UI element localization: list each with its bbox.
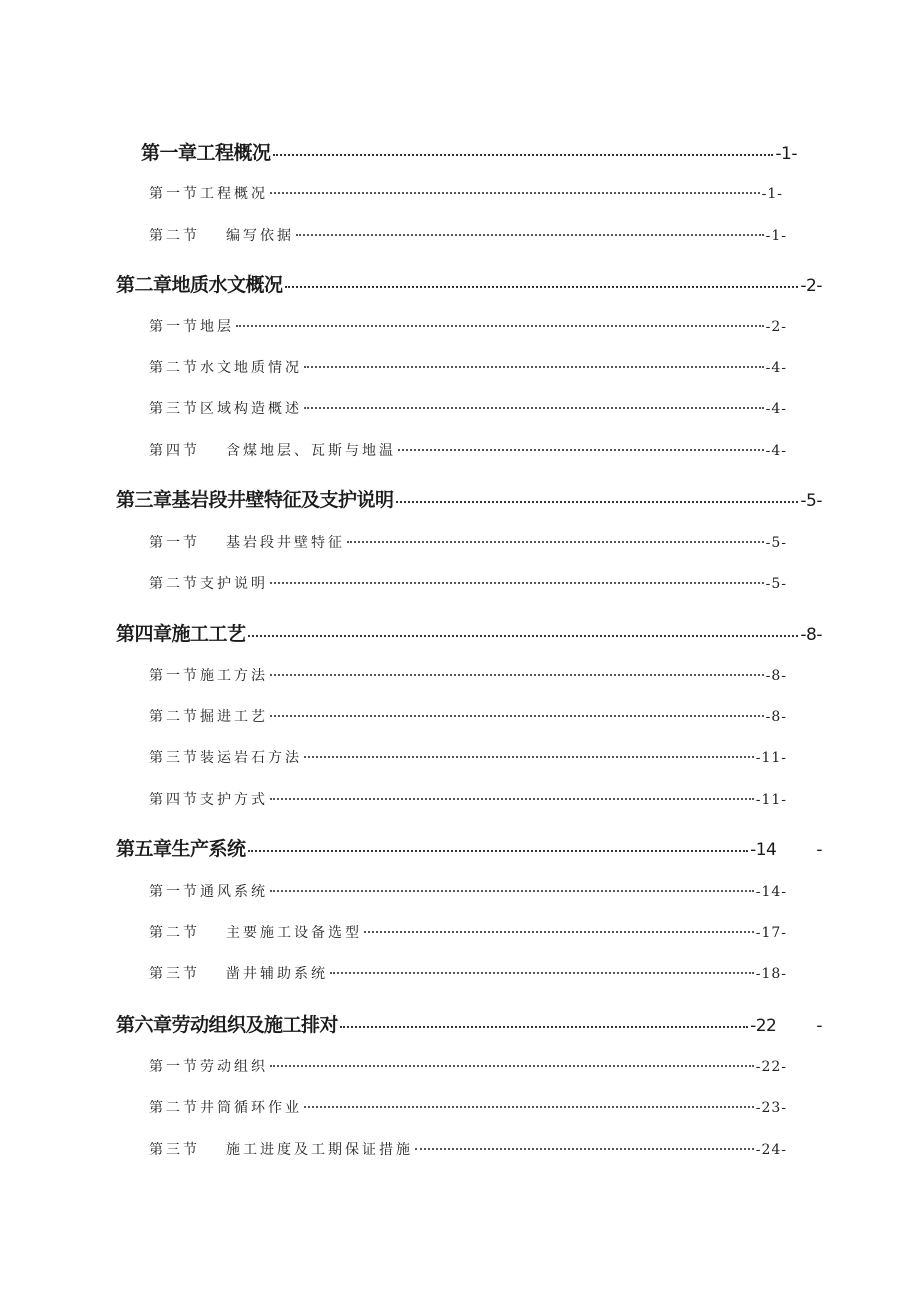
toc-section-prefix: 第一节 [149, 186, 200, 202]
toc-section-prefix: 第一节 [149, 535, 200, 551]
toc-chapter-3[interactable] [116, 485, 822, 512]
toc-leader [270, 191, 760, 194]
toc-section-prefix: 第二节 [149, 709, 200, 725]
toc-section-prefix: 第三节 [149, 401, 200, 417]
toc-section-prefix: 第一节 [149, 1059, 200, 1075]
toc-page-number: -5- [765, 576, 787, 592]
toc-entry-title: 掘进工艺 [200, 709, 268, 725]
toc-leader [304, 1105, 754, 1108]
toc-leader [330, 971, 754, 974]
toc-section-4-3[interactable] [149, 747, 787, 767]
toc-leader [398, 448, 764, 451]
toc-page-number: -5- [800, 491, 822, 511]
toc-page-number: -24- [755, 1142, 787, 1158]
toc-leader [396, 500, 799, 503]
toc-page-number: -8- [765, 668, 787, 684]
toc-leader [270, 797, 754, 800]
toc-page-number: -11- [755, 750, 787, 766]
toc-entry-title: 含煤地层、瓦斯与地温 [226, 443, 396, 459]
toc-entry-title: 水文地质情况 [200, 360, 302, 376]
toc-section-3-1[interactable] [149, 532, 787, 552]
toc-page-number: -4- [765, 443, 787, 459]
toc-page-number: -23- [755, 1100, 787, 1116]
toc-entry-title: 井筒循环作业 [200, 1100, 302, 1116]
toc-page-number: -2- [800, 276, 822, 296]
toc-leader [304, 755, 754, 758]
toc-chapter-1[interactable] [141, 138, 797, 165]
toc-leader [270, 889, 754, 892]
toc-leader [296, 233, 764, 236]
toc-entry-title: 支护说明 [200, 576, 268, 592]
toc-section-prefix: 第二节 [149, 925, 200, 941]
toc-entry-title: 第一章工程概况 [141, 142, 271, 164]
toc-section-1-1[interactable] [149, 183, 783, 203]
toc-section-prefix: 第二节 [149, 228, 200, 244]
toc-leader [248, 634, 799, 637]
toc-page-number: -1- [761, 186, 783, 202]
toc-entry-title: 区域构造概述 [200, 401, 302, 417]
toc-section-2-2[interactable] [149, 357, 787, 377]
toc-page-number: -8- [765, 709, 787, 725]
toc-section-2-1[interactable] [149, 316, 787, 336]
toc-section-prefix: 第二节 [149, 360, 200, 376]
toc-page-number: -8- [800, 625, 822, 645]
toc-chapter-4[interactable] [116, 619, 822, 646]
toc-section-prefix: 第二节 [149, 1100, 200, 1116]
toc-section-5-3[interactable] [149, 963, 787, 983]
toc-leader [248, 849, 749, 852]
toc-chapter-5[interactable] [116, 834, 822, 861]
toc-entry-title: 第五章生产系统 [116, 838, 246, 860]
toc-entry-title: 第二章地质水文概况 [116, 274, 283, 296]
toc-chapter-6[interactable] [116, 1010, 822, 1037]
toc-entry-title: 支护方式 [200, 792, 268, 808]
toc-entry-title: 施工进度及工期保证措施 [226, 1142, 413, 1158]
toc-page-tail: - [816, 840, 822, 860]
toc-leader [236, 324, 764, 327]
toc-page-number: -22- [755, 1059, 787, 1075]
toc-section-prefix: 第一节 [149, 668, 200, 684]
toc-entry-title: 通风系统 [200, 884, 268, 900]
toc-section-prefix: 第二节 [149, 576, 200, 592]
toc-section-1-2[interactable] [149, 225, 787, 245]
toc-entry-title: 第六章劳动组织及施工排对 [116, 1014, 339, 1036]
toc-page-number: -18- [755, 966, 787, 982]
toc-leader [347, 540, 764, 543]
toc-section-prefix: 第四节 [149, 792, 200, 808]
toc-page-number: -11- [755, 792, 787, 808]
toc-entry-title: 地层 [200, 319, 234, 335]
toc-page-number: -14 [750, 840, 777, 860]
toc-page-number: -4- [765, 401, 787, 417]
toc-page-number: -22 [750, 1016, 777, 1036]
toc-entry-title: 劳动组织 [200, 1059, 268, 1075]
toc-section-2-4[interactable] [149, 440, 787, 460]
toc-section-4-1[interactable] [149, 665, 787, 685]
toc-leader [285, 285, 799, 288]
toc-leader [270, 1064, 754, 1067]
toc-entry-title: 编写依据 [226, 228, 294, 244]
toc-section-prefix: 第三节 [149, 966, 200, 982]
toc-section-2-3[interactable] [149, 398, 787, 418]
toc-entry-title: 凿井辅助系统 [226, 966, 328, 982]
toc-leader [304, 406, 764, 409]
toc-section-4-4[interactable] [149, 789, 787, 809]
toc-entry-title: 主要施工设备选型 [226, 925, 362, 941]
toc-entry-title: 第三章基岩段井壁特征及支护说明 [116, 489, 394, 511]
toc-page-number: -5- [765, 535, 787, 551]
toc-entry-title: 基岩段井壁特征 [226, 535, 345, 551]
toc-page-number: -1- [775, 144, 797, 164]
toc-section-6-2[interactable] [149, 1097, 787, 1117]
toc-page-number: -14- [755, 884, 787, 900]
toc-leader [270, 673, 764, 676]
toc-leader [270, 714, 764, 717]
toc-entry-title: 工程概况 [200, 186, 268, 202]
toc-entry-title: 施工方法 [200, 668, 268, 684]
toc-page-tail: - [816, 1016, 822, 1036]
toc-leader [273, 153, 774, 156]
toc-section-4-2[interactable] [149, 706, 787, 726]
toc-chapter-2[interactable] [116, 270, 822, 297]
toc-page-number: -1- [765, 228, 787, 244]
toc-leader [270, 581, 764, 584]
toc-leader [340, 1025, 748, 1028]
toc-leader [304, 365, 764, 368]
toc-section-prefix: 第一节 [149, 319, 200, 335]
toc-section-6-3[interactable] [149, 1139, 787, 1159]
toc-section-5-1[interactable] [149, 881, 787, 901]
toc-section-5-2[interactable] [149, 922, 787, 942]
toc-entry-title: 第四章施工工艺 [116, 623, 246, 645]
toc-section-prefix: 第三节 [149, 750, 200, 766]
toc-page-number: -4- [765, 360, 787, 376]
toc-section-6-1[interactable] [149, 1056, 787, 1076]
toc-page-number: -17- [755, 925, 787, 941]
toc-page-number: -2- [765, 319, 787, 335]
toc-leader [364, 930, 754, 933]
toc-section-3-2[interactable] [149, 573, 787, 593]
toc-entry-title: 装运岩石方法 [200, 750, 302, 766]
toc-leader [415, 1147, 754, 1150]
toc-section-prefix: 第三节 [149, 1142, 200, 1158]
toc-section-prefix: 第四节 [149, 443, 200, 459]
toc-section-prefix: 第一节 [149, 884, 200, 900]
